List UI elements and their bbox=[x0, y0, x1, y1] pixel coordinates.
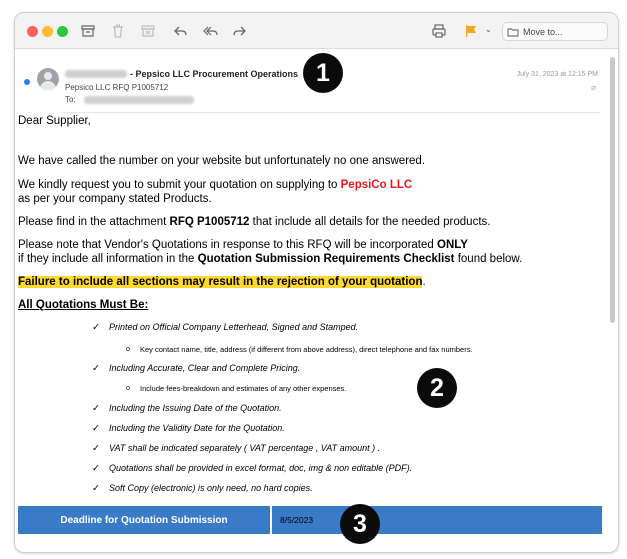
checkmark-icon: ✓ bbox=[92, 483, 100, 494]
checkmark-icon: ✓ bbox=[92, 423, 100, 434]
subject: Pepsico LLC RFQ P1005712 bbox=[65, 83, 169, 92]
printer-icon[interactable] bbox=[430, 22, 448, 40]
greeting: Dear Supplier, bbox=[18, 115, 91, 127]
reply-icon[interactable] bbox=[171, 22, 189, 40]
toolbar bbox=[15, 13, 618, 49]
sub-list-item: o Key contact name, title, address (if different from above address), direct telephone and fax numbers. bbox=[126, 342, 473, 357]
company-name: PepsiCo LLC bbox=[340, 179, 413, 191]
folder-icon bbox=[507, 27, 519, 37]
checkmark-icon: ✓ bbox=[92, 443, 100, 454]
forward-icon[interactable] bbox=[231, 22, 249, 40]
to-label: To: bbox=[65, 95, 76, 104]
unread-indicator bbox=[24, 79, 30, 85]
paragraph-note: Please note that Vendor's Quotations in response to this RFQ will be incorporated ONLY bbox=[18, 239, 468, 251]
scrollbar[interactable] bbox=[610, 57, 615, 323]
checkmark-icon: ✓ bbox=[92, 463, 100, 474]
deadline-label: Deadline for Quotation Submission bbox=[18, 506, 272, 534]
must-be-heading: All Quotations Must Be: bbox=[18, 299, 149, 311]
paragraph-request: We kindly request you to submit your quotation on supplying to PepsiCo LLC bbox=[18, 179, 413, 191]
list-item: ✓ Quotations shall be provided in excel format, doc, img & non editable (PDF). bbox=[92, 463, 413, 474]
annotation-badge-1: 1 bbox=[303, 53, 343, 93]
warning-highlight: Failure to include all sections may result in the rejection of your quotation bbox=[18, 276, 423, 288]
paragraph-attachment: Please find in the attachment RFQ P1005712 that include all details for the needed products. bbox=[18, 216, 491, 228]
flag-icon[interactable] bbox=[462, 22, 480, 40]
sender-name: - Pepsico LLC Procurement Operations bbox=[130, 69, 299, 79]
warning-line: Failure to include all sections may result in the rejection of your quotation. bbox=[18, 276, 426, 288]
chevron-down-icon[interactable]: ⌄ bbox=[485, 25, 492, 34]
close-window-button[interactable] bbox=[27, 26, 38, 37]
list-item: ✓ Soft Copy (electronic) is only need, no hard copies. bbox=[92, 483, 313, 494]
paragraph-called: We have called the number on your website but unfortunately no one answered. bbox=[18, 155, 426, 167]
recipient bbox=[65, 95, 194, 104]
checkmark-icon: ✓ bbox=[92, 322, 100, 333]
paragraph-note-2: if they include all information in the Quotation Submission Requirements Checklist found below. bbox=[18, 253, 523, 265]
reply-all-icon[interactable] bbox=[201, 22, 219, 40]
redacted-sender-name bbox=[65, 70, 127, 78]
move-to-button[interactable] bbox=[502, 22, 608, 41]
avatar bbox=[37, 68, 59, 90]
junk-icon[interactable] bbox=[139, 22, 157, 40]
deadline-value: 8/5/2023 bbox=[272, 506, 602, 534]
list-item: ✓ Printed on Official Company Letterhead, Signed and Stamped. bbox=[92, 322, 359, 333]
sender[interactable] bbox=[65, 69, 298, 79]
minimize-window-button[interactable] bbox=[42, 26, 53, 37]
list-item: ✓ Including the Issuing Date of the Quotation. bbox=[92, 403, 282, 414]
deadline-table-row bbox=[18, 506, 602, 534]
trash-icon[interactable] bbox=[109, 22, 127, 40]
checkmark-icon: ✓ bbox=[92, 363, 100, 374]
list-item: ✓ Including Accurate, Clear and Complete Pricing. bbox=[92, 363, 301, 374]
checkmark-icon: ✓ bbox=[92, 403, 100, 414]
bullet-icon: o bbox=[126, 385, 130, 392]
list-item: ✓ VAT shall be indicated separately ( VAT percentage , VAT amount ) . bbox=[92, 443, 381, 454]
archive-icon[interactable] bbox=[79, 22, 97, 40]
date: July 31, 2023 at 12:15 PM bbox=[516, 71, 598, 78]
list-item: ✓ Including the Validity Date for the Quotation. bbox=[92, 423, 285, 434]
annotation-badge-3: 3 bbox=[340, 504, 380, 544]
move-to-label: Move to... bbox=[523, 26, 563, 37]
zoom-window-button[interactable] bbox=[57, 26, 68, 37]
sub-list-item: o Include fees-breakdown and estimates of any other expenses. bbox=[126, 381, 346, 396]
divider bbox=[63, 112, 600, 113]
paragraph-request-2: as per your company stated Products. bbox=[18, 193, 212, 205]
bullet-icon: o bbox=[126, 346, 130, 353]
redacted-recipient bbox=[84, 96, 194, 104]
rfq-number: RFQ P1005712 bbox=[169, 216, 250, 228]
annotation-badge-2: 2 bbox=[417, 368, 457, 408]
paperclip-icon: ⌀ bbox=[591, 83, 596, 92]
